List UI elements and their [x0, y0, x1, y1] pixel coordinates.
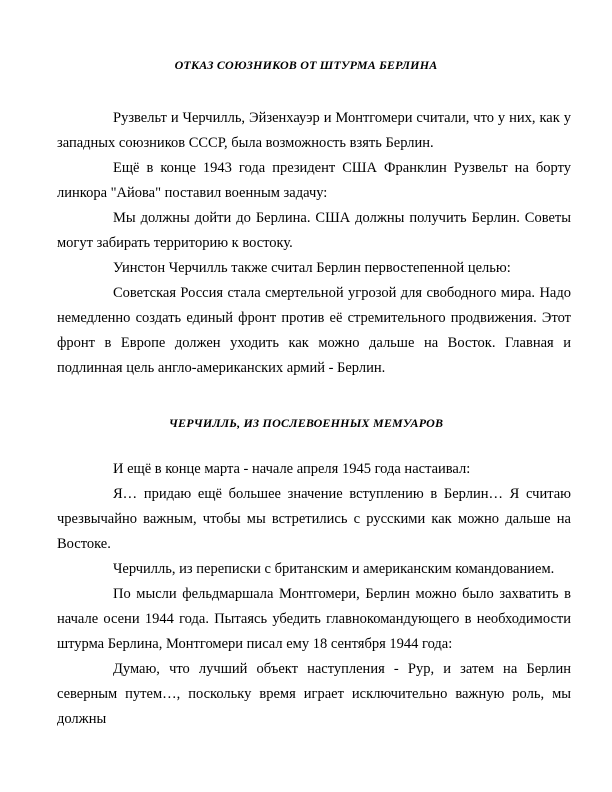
- paragraph-quote: Советская Россия стала смертельной угрозой для свободного мира. Надо немедленно создать единый фронт против её стремительного продвижения. Этот фронт в Европе должен уходить как можно дальше на Восток. Главная и подлинная цель англо-американских армий - Берлин.: [57, 285, 571, 376]
- paragraph: По мысли фельдмаршала Монтгомери, Берлин можно было захватить в начале осени 1944 года. Пытаясь убедить главнокомандующего в необходимости штурма Берлина, Монтгомери писал ему 18 сентября 1944 года:: [57, 586, 571, 652]
- section-body-refusal: [57, 106, 571, 381]
- paragraph-quote: Я… придаю ещё большее значение вступлению в Берлин… Я считаю чрезвычайно важным, чтобы мы встретились с русскими как можно дальше на Востоке.: [57, 486, 571, 552]
- section-body-churchill-memoirs: [57, 457, 571, 732]
- paragraph: Ещё в конце 1943 года президент США Франклин Рузвельт на борту линкора "Айова" поставил военным задачу:: [57, 160, 571, 201]
- paragraph-quote: Думаю, что лучший объект наступления - Рур, и затем на Берлин северным путем…, поскольку время играет исключительно важную роль, мы должны: [57, 661, 571, 727]
- section-heading-refusal: ОТКАЗ СОЮЗНИКОВ ОТ ШТУРМА БЕРЛИНА: [174, 58, 438, 72]
- paragraph: И ещё в конце марта - начале апреля 1945 года настаивал:: [113, 461, 471, 477]
- paragraph: Рузвельт и Черчилль, Эйзенхауэр и Монтгомери считали, что у них, как у западных союзников СССР, была возможность взять Берлин.: [57, 110, 571, 151]
- paragraph-source: Черчилль, из переписки с британским и американским командованием.: [113, 561, 555, 577]
- section-heading-churchill-memoirs: ЧЕРЧИЛЛЬ, ИЗ ПОСЛЕВОЕННЫХ МЕМУАРОВ: [168, 416, 444, 430]
- paragraph: Уинстон Черчилль также считал Берлин первостепенной целью:: [113, 260, 511, 276]
- paragraph-quote: Мы должны дойти до Берлина. США должны получить Берлин. Советы могут забирать территорию к востоку.: [57, 210, 571, 251]
